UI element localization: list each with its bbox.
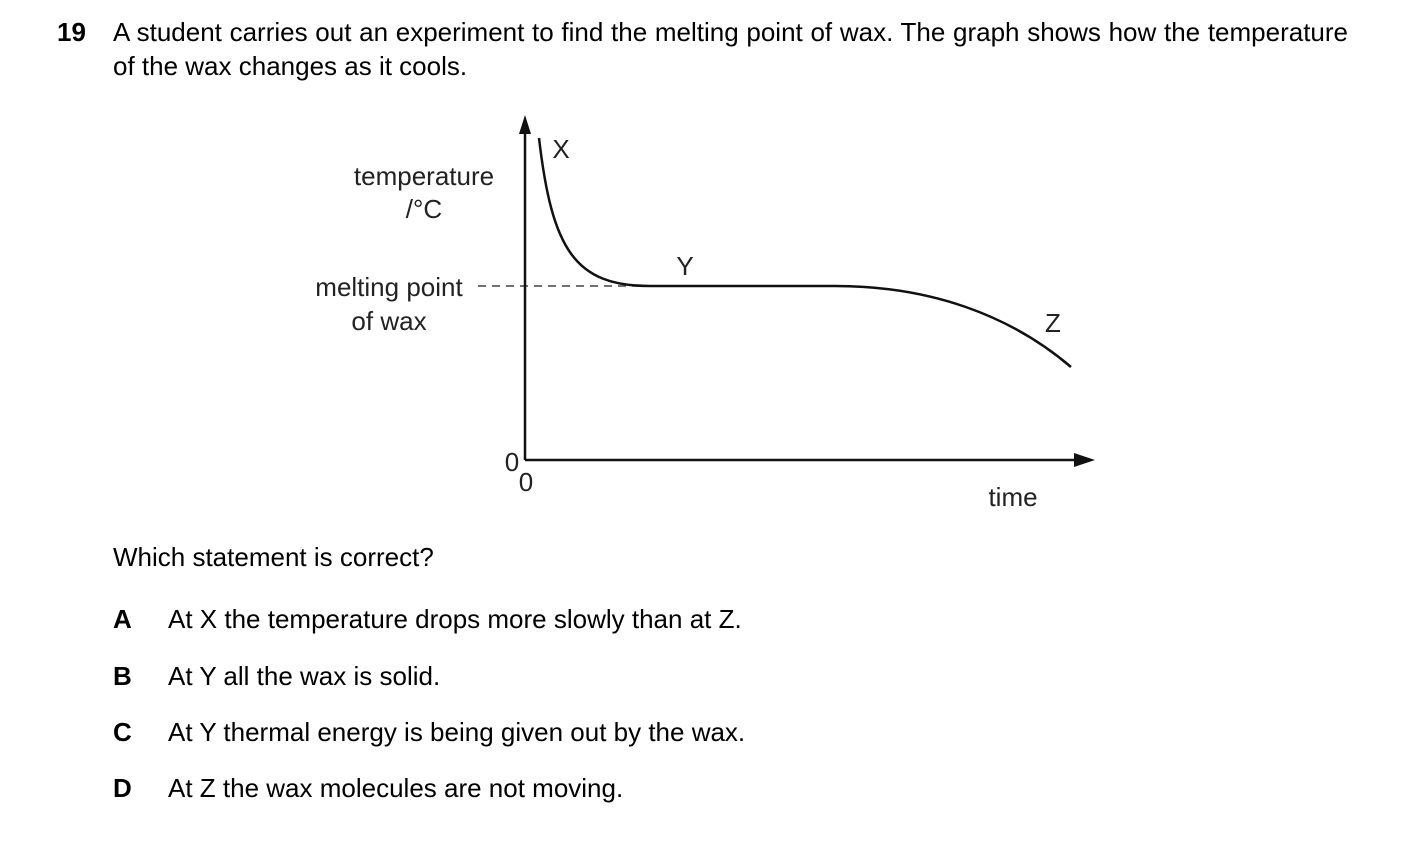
x-axis-arrowhead: [1074, 453, 1095, 467]
point-label-y: Y: [676, 251, 694, 281]
option-b-letter: B: [113, 661, 132, 691]
melting-point-label-line2: of wax: [351, 306, 427, 336]
option-a-letter: A: [113, 604, 132, 634]
option-d[interactable]: [113, 771, 623, 805]
option-c[interactable]: [113, 715, 745, 749]
question-prompt: Which statement is correct?: [113, 542, 434, 572]
option-b-text: At Y all the wax is solid.: [168, 661, 441, 691]
option-d-text: At Z the wax molecules are not moving.: [168, 773, 624, 803]
cooling-curve: [539, 138, 1071, 367]
option-a-text: At X the temperature drops more slowly than at Z.: [168, 604, 742, 634]
x-axis-label: time: [988, 482, 1038, 512]
option-c-text: At Y thermal energy is being given out by the wax.: [168, 717, 746, 747]
origin-label-x: 0: [518, 467, 534, 497]
question-number: 19: [57, 17, 86, 47]
option-a[interactable]: [113, 602, 742, 636]
question-text: A student carries out an experiment to find the melting point of wax. The graph shows how the temperature of the wax changes as it cools.: [113, 17, 1348, 81]
y-axis-label-line2: /°C: [405, 194, 443, 224]
y-axis-arrowhead: [519, 115, 531, 134]
option-b[interactable]: [113, 659, 440, 693]
option-d-letter: D: [113, 773, 132, 803]
melting-point-label-line1: melting point: [315, 272, 463, 302]
point-label-z: Z: [1045, 308, 1061, 338]
y-axis-label-line1: temperature: [353, 161, 495, 191]
point-label-x: X: [552, 134, 570, 164]
origin-label-y: 0: [504, 447, 520, 477]
option-c-letter: C: [113, 717, 132, 747]
